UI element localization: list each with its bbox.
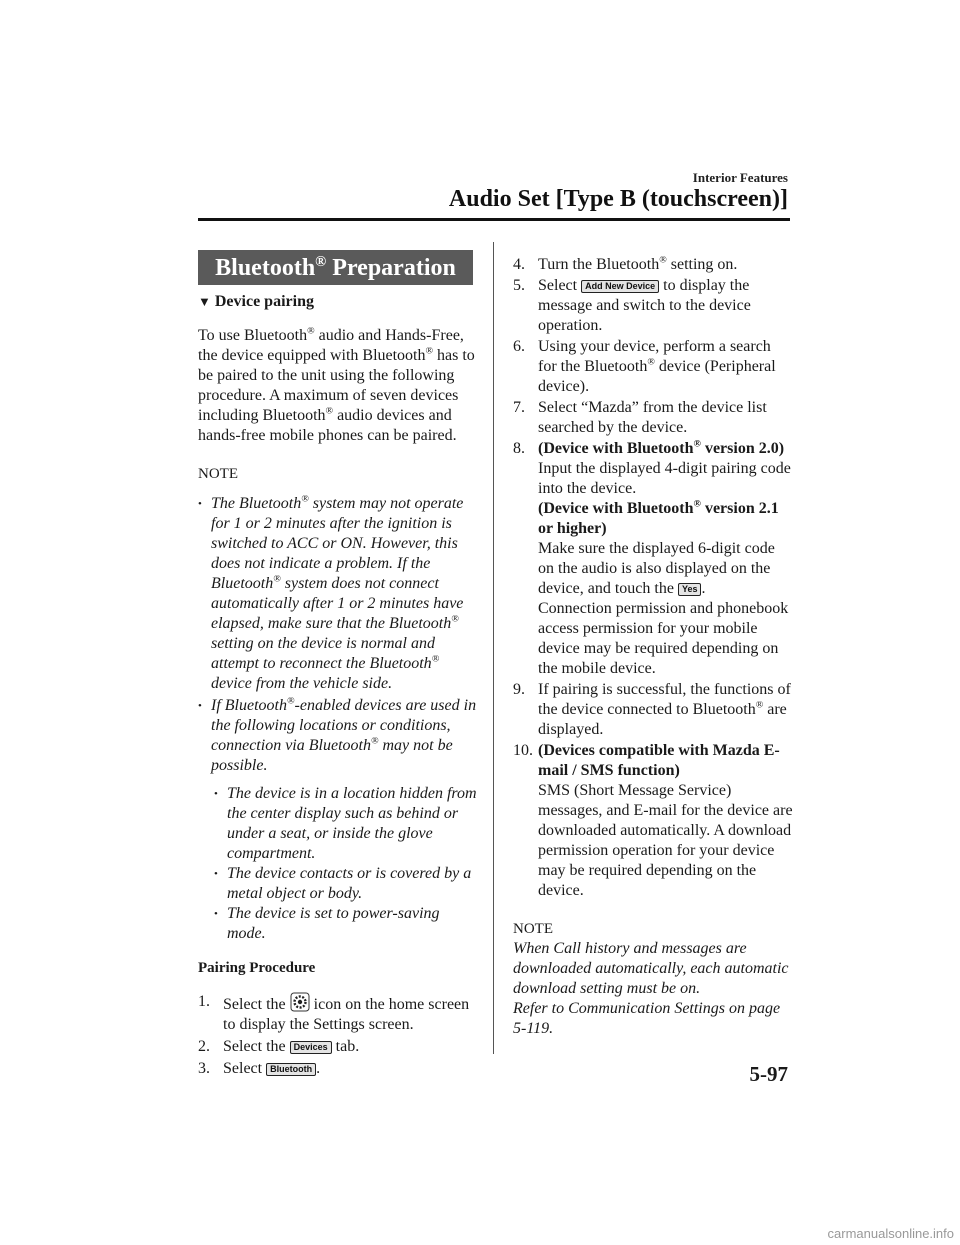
step-item: 4. Turn the Bluetooth® setting on. [513,254,738,273]
intro-paragraph: To use Bluetooth® audio and Hands-Free, the device equipped with Bluetooth® has to be paired to the unit using the following procedure. A maximum of seven devices including Bluetooth® audio devices and hands-free mobile phones can be paired. [198,325,475,444]
step-item: 6. Using your device, perform a search for the Bluetooth® device (Peripheral device). [513,338,776,395]
header-category: Interior Features [692,170,788,185]
devices-tab-button: Devices [290,1041,332,1054]
step-item: 5. Select Add New Device to display the message and switch to the device operation. [513,277,751,334]
step-item: 1. Select the icon on the home screen to display the Settings screen. [198,993,470,1033]
step-item: 2. Select the Devices tab. [198,1038,360,1055]
note-label: NOTE [513,921,553,937]
subheading: ▼ Device pairing [198,293,314,310]
header-title: Audio Set [Type B (touchscreen)] [448,186,788,212]
procedure-heading: Pairing Procedure [198,960,316,976]
step-item: 3. Select Bluetooth . [198,1060,321,1077]
step-item: 8. (Device with Bluetooth® version 2.0) Input the displayed 4-digit pairing code into the device. (Device with Bluetooth® version 2.1 or higher) Make sure the displayed 6-digit code on the audio is also displayed on the device, and touch the Yes . Connection permission and phonebook access permission for your mobile device may be required depending on the mobile device. [513,438,791,677]
bluetooth-button: Bluetooth [266,1063,316,1076]
note-text: Refer to Communication Settings on page 5-119. [513,1000,781,1037]
note-text: When Call history and messages are downloaded automatically, each automatic download setting must be on. [513,940,789,997]
note-sub-bullet: • The device contacts or is covered by a metal object or body. [198,864,478,904]
add-new-device-button: Add New Device [581,280,659,293]
step-item: 10. (Devices compatible with Mazda E-mail / SMS function) SMS (Short Message Service) messages, and E-mail for the device are downloaded automatically. A download permission operation for your device may be required depending on the device. [513,742,793,899]
header-rule [198,218,790,221]
right-column [513,255,793,1039]
yes-button: Yes [678,583,702,596]
step-item: 9. If pairing is successful, the functions of the device connected to Bluetooth® are displayed. [513,681,791,738]
note-sub-bullet: • The device is set to power-saving mode. [198,904,478,944]
column-divider [493,242,494,1054]
note-bullet: • The Bluetooth® system may not operate for 1 or 2 minutes after the ignition is switched to ACC or ON. However, this does not indicate a problem. If the Bluetooth® system does not connect automatically after 1 or 2 minutes have elapsed, make sure that the Bluetooth® setting on the device is normal and attempt to reconnect the Bluetooth® device from the vehicle side. [198,494,478,694]
section-title: Bluetooth® Preparation [198,250,473,285]
page-number: 5-97 [749,1062,788,1086]
note-bullet: • If Bluetooth®-enabled devices are used in the following locations or conditions, connection via Bluetooth® may not be possible. [198,696,478,776]
step-item: 7. Select “Mazda” from the device list searched by the device. [513,399,767,436]
settings-gear-icon [290,992,310,1012]
triangle-down-icon: ▼ [198,294,211,309]
note-sub-bullet: • The device is in a location hidden from the center display such as behind or under a seat, or inside the glove compartment. [198,784,478,864]
left-column [198,326,478,1079]
footer-watermark: carmanualsonline.info [827,1226,954,1241]
note-label: NOTE [198,466,238,482]
